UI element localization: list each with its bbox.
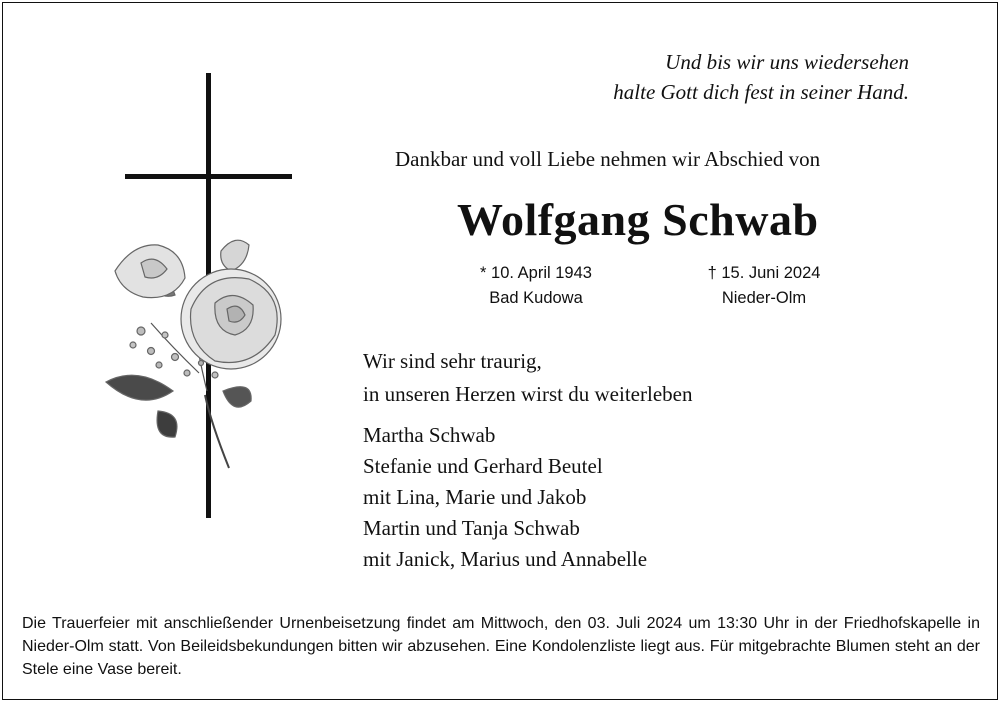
mourner-line: mit Lina, Marie und Jakob <box>363 485 587 509</box>
mourner-line: Stefanie und Gerhard Beutel <box>363 454 603 478</box>
motto-verse <box>613 47 909 107</box>
mourners-list <box>363 420 647 575</box>
birth-info <box>461 261 611 311</box>
motto-line-1: Und bis wir uns wiedersehen <box>665 50 909 74</box>
mourner-line: Martha Schwab <box>363 423 496 447</box>
death-info <box>689 261 839 311</box>
farewell-intro: Dankbar und voll Liebe nehmen wir Abschied von <box>395 147 821 171</box>
mourner-line: Martin und Tanja Schwab <box>363 516 580 540</box>
death-place: Nieder-Olm <box>721 289 807 307</box>
verse-line-1: Wir sind sehr traurig, <box>363 349 542 373</box>
deceased-name: Wolfgang Schwab <box>457 194 819 245</box>
verse-line-2: in unseren Herzen wirst du weiterleben <box>363 382 693 406</box>
cross-and-roses-illustration <box>103 73 303 523</box>
death-date: † 15. Juni 2024 <box>707 264 821 282</box>
mourning-verse <box>363 345 692 411</box>
birth-place: Bad Kudowa <box>489 289 583 307</box>
funeral-notice: Die Trauerfeier mit anschließender Urnenbeisetzung findet am Mittwoch, den 03. Juli 2024 um 13:30 Uhr in der Friedhofskapelle in Nieder-Olm statt. Von Beileidsbekundungen bitten wir abzusehen. Eine Kondolenzliste liegt aus. Für mitgebrachte Blumen steht an der Stele eine Vase bereit. <box>22 615 980 678</box>
obituary-card <box>2 2 998 700</box>
rose-bouquet-icon <box>106 240 281 468</box>
mourner-line: mit Janick, Marius und Annabelle <box>363 547 648 571</box>
birth-date: * 10. April 1943 <box>480 264 592 282</box>
motto-line-2: halte Gott dich fest in seiner Hand. <box>613 80 909 104</box>
